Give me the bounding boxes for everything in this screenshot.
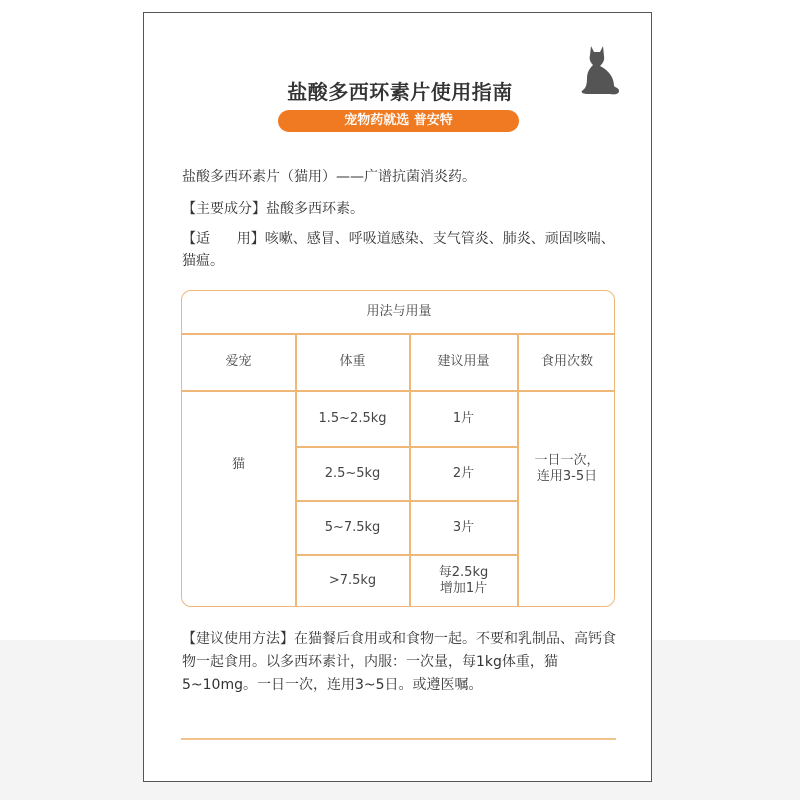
header-pet: 爱宠 <box>225 354 252 369</box>
table-divider <box>517 334 519 607</box>
usage-paragraph <box>182 228 622 272</box>
header-dose: 建议用量 <box>437 354 490 369</box>
dose-cell: 2片 <box>452 465 475 481</box>
page-title: 盐酸多西环素片使用指南 <box>287 80 513 104</box>
usage-label: 【适 用】 <box>182 231 265 247</box>
header-frequency: 食用次数 <box>540 354 593 369</box>
weight-cell: 2.5~5kg <box>324 465 381 481</box>
weight-cell: 1.5~2.5kg <box>318 410 387 426</box>
ingredient-text: 【主要成分】盐酸多西环素。 <box>182 201 364 217</box>
usage-text: 咳嗽、感冒、呼吸道感染、支气管炎、肺炎、顽固咳喘、猫瘟。 <box>182 231 615 269</box>
weight-cell: 5~7.5kg <box>324 519 381 535</box>
header-weight: 体重 <box>339 354 366 369</box>
table-caption: 用法与用量 <box>366 304 432 319</box>
dose-cell: 每2.5kg 增加1片 <box>438 564 489 596</box>
method-text: 【建议使用方法】在猫餐后食用或和食物一起。不要和乳制品、高钙食物一起食用。以多西环素计，内服：一次量，每1kg体重，猫5~10mg。一日一次，连用3~5日。或遵医嘱。 <box>182 631 616 693</box>
weight-cell: >7.5kg <box>328 572 377 588</box>
footer-divider <box>181 738 616 740</box>
table-divider <box>409 334 411 607</box>
dose-cell: 3片 <box>452 519 475 535</box>
dosage-table <box>181 290 615 607</box>
pet-cell: 猫 <box>231 457 245 472</box>
brand-banner: 宠物药就选 普安特 <box>278 110 519 132</box>
frequency-cell: 一日一次， 连用3-5日 <box>534 452 600 484</box>
intro-text: 盐酸多西环素片（猫用）——广谱抗菌消炎药。 <box>182 169 476 185</box>
table-divider <box>295 334 297 607</box>
dose-cell: 1片 <box>452 410 475 426</box>
